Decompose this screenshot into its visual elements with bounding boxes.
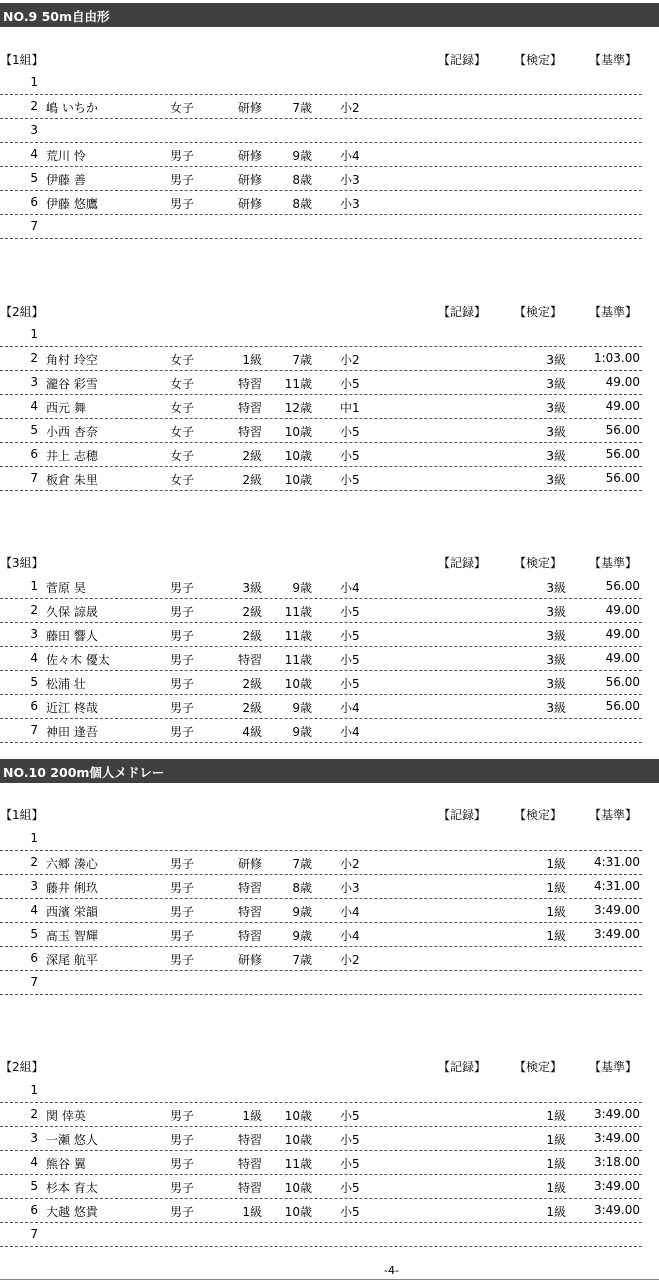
table-row (0, 1102, 642, 1127)
swimmer-sex: 男子 (170, 173, 195, 187)
swimmer-class: 特習 (237, 653, 262, 667)
swimmer-class: 特習 (237, 905, 262, 919)
swimmer-sex: 男子 (170, 701, 195, 715)
table-row (0, 898, 642, 923)
swimmer-sex: 男子 (170, 677, 195, 691)
swimmer-name: 深尾 航平 (46, 953, 98, 967)
kentei-value: 3級 (546, 425, 566, 439)
lane-number: 4 (30, 147, 38, 161)
lane-number: 2 (30, 603, 38, 617)
lane-number: 5 (30, 171, 38, 185)
swimmer-age: 11歳 (284, 629, 312, 643)
swimmer-grade: 小5 (340, 1181, 360, 1195)
lane-number: 3 (30, 375, 38, 389)
swimmer-class: 研修 (237, 149, 262, 163)
swimmer-name: 神田 逢吾 (46, 725, 98, 739)
group-label: 【3組】 (0, 556, 44, 570)
column-header-kentei: 【検定】 (514, 53, 563, 67)
swimmer-grade: 小5 (340, 629, 360, 643)
swimmer-class: 研修 (237, 101, 262, 115)
table-row (0, 598, 642, 623)
swimmer-name: 井上 志穂 (46, 449, 98, 463)
table-row (0, 670, 642, 695)
kentei-value: 3級 (546, 449, 566, 463)
table-row (0, 442, 642, 467)
swimmer-sex: 女子 (170, 353, 195, 367)
lane-number: 3 (30, 879, 38, 893)
table-row (0, 874, 642, 899)
lane-number: 6 (30, 699, 38, 713)
kijun-time: 3:49.00 (593, 903, 640, 917)
swimmer-age: 9歳 (292, 701, 312, 715)
kijun-time: 3:49.00 (593, 1179, 640, 1193)
swimmer-name: 嶋 いちか (46, 101, 98, 115)
event-title: NO.10 200m個人メドレー (3, 765, 165, 780)
lane-number: 6 (30, 447, 38, 461)
kijun-time: 3:49.00 (593, 1203, 640, 1217)
table-row (0, 214, 642, 239)
kentei-value: 3級 (546, 377, 566, 391)
swimmer-sex: 男子 (170, 953, 195, 967)
lane-number: 7 (30, 471, 38, 485)
swimmer-name: 松浦 壮 (46, 677, 86, 691)
swimmer-class: 特習 (237, 425, 262, 439)
swimmer-sex: 女子 (170, 473, 195, 487)
lane-number: 1 (30, 831, 38, 845)
swimmer-sex: 男子 (170, 1133, 195, 1147)
column-header-kentei: 【検定】 (514, 305, 563, 319)
kijun-time: 49.00 (605, 375, 640, 389)
swimmer-grade: 小5 (340, 1205, 360, 1219)
kijun-time: 49.00 (605, 627, 640, 641)
kentei-value: 3級 (546, 473, 566, 487)
swimmer-age: 10歳 (284, 1109, 312, 1123)
table-row (0, 922, 642, 947)
kentei-value: 1級 (546, 929, 566, 943)
swimmer-age: 9歳 (292, 905, 312, 919)
swimmer-age: 7歳 (292, 353, 312, 367)
swimmer-class: 特習 (237, 929, 262, 943)
column-header-record: 【記録】 (438, 1060, 487, 1074)
swimmer-sex: 女子 (170, 425, 195, 439)
swimmer-class: 2級 (242, 473, 262, 487)
lane-number: 3 (30, 627, 38, 641)
kentei-value: 1級 (546, 1109, 566, 1123)
kentei-value: 3級 (546, 701, 566, 715)
swimmer-grade: 小5 (340, 605, 360, 619)
lane-number: 7 (30, 219, 38, 233)
table-row (0, 718, 642, 743)
table-row (0, 1126, 642, 1151)
swimmer-class: 研修 (237, 953, 262, 967)
swimmer-grade: 小5 (340, 653, 360, 667)
swimmer-name: 小西 杏奈 (46, 425, 98, 439)
table-row (0, 826, 642, 851)
swimmer-class: 特習 (237, 1181, 262, 1195)
swimmer-name: 久保 諒晟 (46, 605, 98, 619)
swimmer-age: 11歳 (284, 377, 312, 391)
swimmer-sex: 男子 (170, 1205, 195, 1219)
swimmer-sex: 男子 (170, 197, 195, 211)
table-row (0, 622, 642, 647)
swimmer-class: 特習 (237, 401, 262, 415)
swimmer-age: 10歳 (284, 425, 312, 439)
group-label: 【1組】 (0, 808, 44, 822)
swimmer-class: 2級 (242, 449, 262, 463)
swimmer-age: 10歳 (284, 1181, 312, 1195)
swimmer-class: 3級 (242, 581, 262, 595)
swimmer-age: 11歳 (284, 653, 312, 667)
kijun-time: 4:31.00 (593, 879, 640, 893)
swimmer-sex: 男子 (170, 1109, 195, 1123)
swimmer-sex: 男子 (170, 881, 195, 895)
kijun-time: 56.00 (605, 579, 640, 593)
swimmer-age: 9歳 (292, 725, 312, 739)
swimmer-grade: 小2 (340, 101, 360, 115)
column-header-record: 【記録】 (438, 808, 487, 822)
table-row (0, 94, 642, 119)
kijun-time: 56.00 (605, 471, 640, 485)
swimmer-age: 10歳 (284, 473, 312, 487)
swimmer-name: 板倉 朱里 (46, 473, 98, 487)
swimmer-class: 2級 (242, 701, 262, 715)
swimmer-name: 藤井 俐玖 (46, 881, 98, 895)
swimmer-grade: 小4 (340, 149, 360, 163)
swimmer-name: 伊藤 悠鷹 (46, 197, 98, 211)
table-row (0, 1222, 642, 1247)
column-header-kijun: 【基準】 (589, 1060, 638, 1074)
swimmer-class: 1級 (242, 1205, 262, 1219)
kijun-time: 1:03.00 (593, 351, 640, 365)
swimmer-sex: 女子 (170, 449, 195, 463)
kijun-time: 56.00 (605, 447, 640, 461)
table-row (0, 142, 642, 167)
table-row (0, 70, 642, 95)
lane-number: 5 (30, 927, 38, 941)
swimmer-class: 4級 (242, 725, 262, 739)
swimmer-grade: 小2 (340, 953, 360, 967)
kijun-time: 49.00 (605, 603, 640, 617)
table-row (0, 946, 642, 971)
kijun-time: 56.00 (605, 699, 640, 713)
lane-number: 6 (30, 1203, 38, 1217)
swimmer-age: 10歳 (284, 1133, 312, 1147)
group-label: 【1組】 (0, 53, 44, 67)
column-header-kijun: 【基準】 (589, 808, 638, 822)
kijun-time: 4:31.00 (593, 855, 640, 869)
kijun-time: 56.00 (605, 423, 640, 437)
lane-number: 3 (30, 123, 38, 137)
swimmer-name: 杉本 育太 (46, 1181, 98, 1195)
kentei-value: 1級 (546, 905, 566, 919)
table-row (0, 346, 642, 371)
column-header-kentei: 【検定】 (514, 808, 563, 822)
swimmer-name: 瀧谷 彩雪 (46, 377, 98, 391)
lane-number: 5 (30, 1179, 38, 1193)
swimmer-grade: 小5 (340, 1109, 360, 1123)
swimmer-grade: 小4 (340, 725, 360, 739)
lane-number: 7 (30, 1227, 38, 1241)
table-row (0, 418, 642, 443)
swimmer-name: 一瀬 悠人 (46, 1133, 98, 1147)
kentei-value: 1級 (546, 1133, 566, 1147)
swimmer-name: 荒川 怜 (46, 149, 86, 163)
swimmer-sex: 男子 (170, 581, 195, 595)
swimmer-grade: 小5 (340, 449, 360, 463)
table-row (0, 190, 642, 215)
group-label: 【2組】 (0, 305, 44, 319)
kentei-value: 1級 (546, 857, 566, 871)
swimmer-name: 菅原 昊 (46, 581, 86, 595)
column-header-kijun: 【基準】 (589, 305, 638, 319)
swimmer-age: 11歳 (284, 1157, 312, 1171)
swimmer-grade: 小4 (340, 905, 360, 919)
table-row (0, 1150, 642, 1175)
lane-number: 5 (30, 675, 38, 689)
column-header-record: 【記録】 (438, 53, 487, 67)
lane-number: 1 (30, 579, 38, 593)
table-row (0, 394, 642, 419)
table-row (0, 1078, 642, 1103)
swimmer-grade: 小3 (340, 881, 360, 895)
swimmer-class: 2級 (242, 629, 262, 643)
table-row (0, 646, 642, 671)
swimmer-sex: 男子 (170, 929, 195, 943)
swimmer-age: 11歳 (284, 605, 312, 619)
swimmer-sex: 男子 (170, 1181, 195, 1195)
table-row (0, 1198, 642, 1223)
swimmer-age: 9歳 (292, 581, 312, 595)
lane-number: 7 (30, 723, 38, 737)
lane-number: 2 (30, 99, 38, 113)
table-row (0, 970, 642, 995)
swimmer-class: 1級 (242, 353, 262, 367)
swimmer-grade: 小4 (340, 581, 360, 595)
swimmer-sex: 男子 (170, 629, 195, 643)
lane-number: 7 (30, 975, 38, 989)
table-row (0, 118, 642, 143)
swimmer-name: 角村 玲空 (46, 353, 98, 367)
swimmer-sex: 女子 (170, 377, 195, 391)
swimmer-grade: 中1 (340, 401, 360, 415)
swimmer-class: 特習 (237, 377, 262, 391)
kijun-time: 3:49.00 (593, 1107, 640, 1121)
lane-number: 4 (30, 1155, 38, 1169)
swimmer-class: 研修 (237, 857, 262, 871)
swimmer-age: 9歳 (292, 149, 312, 163)
kijun-time: 56.00 (605, 675, 640, 689)
lane-number: 2 (30, 855, 38, 869)
swimmer-grade: 小3 (340, 173, 360, 187)
swimmer-name: 近江 柊哉 (46, 701, 98, 715)
swimmer-sex: 女子 (170, 101, 195, 115)
column-header-kentei: 【検定】 (514, 556, 563, 570)
swimmer-age: 7歳 (292, 101, 312, 115)
swimmer-grade: 小5 (340, 425, 360, 439)
swimmer-grade: 小3 (340, 197, 360, 211)
swimmer-class: 2級 (242, 605, 262, 619)
swimmer-age: 12歳 (284, 401, 312, 415)
swimmer-grade: 小5 (340, 377, 360, 391)
swimmer-name: 六郷 湊心 (46, 857, 98, 871)
swimmer-age: 10歳 (284, 1205, 312, 1219)
swimmer-age: 8歳 (292, 173, 312, 187)
swimmer-name: 関 倖英 (46, 1109, 86, 1123)
swimmer-name: 佐々木 優太 (46, 653, 110, 667)
swimmer-age: 8歳 (292, 197, 312, 211)
swimmer-age: 7歳 (292, 953, 312, 967)
swimmer-sex: 男子 (170, 1157, 195, 1171)
swimmer-class: 研修 (237, 173, 262, 187)
lane-number: 6 (30, 951, 38, 965)
column-header-kentei: 【検定】 (514, 1060, 563, 1074)
kentei-value: 3級 (546, 629, 566, 643)
swimmer-name: 髙玉 智輝 (46, 929, 98, 943)
table-row (0, 370, 642, 395)
swimmer-class: 特習 (237, 1133, 262, 1147)
lane-number: 4 (30, 651, 38, 665)
swimmer-class: 2級 (242, 677, 262, 691)
kentei-value: 3級 (546, 653, 566, 667)
event-header-no10 (0, 759, 659, 783)
swimmer-grade: 小4 (340, 701, 360, 715)
column-header-record: 【記録】 (438, 305, 487, 319)
swimmer-age: 10歳 (284, 677, 312, 691)
lane-number: 1 (30, 1083, 38, 1097)
column-header-record: 【記録】 (438, 556, 487, 570)
lane-number: 1 (30, 327, 38, 341)
swimmer-name: 熊谷 翼 (46, 1157, 86, 1171)
kentei-value: 3級 (546, 581, 566, 595)
lane-number: 4 (30, 399, 38, 413)
kentei-value: 1級 (546, 881, 566, 895)
swimmer-sex: 男子 (170, 857, 195, 871)
kentei-value: 3級 (546, 605, 566, 619)
lane-number: 2 (30, 351, 38, 365)
lane-number: 4 (30, 903, 38, 917)
swimmer-sex: 男子 (170, 653, 195, 667)
table-row (0, 574, 642, 599)
swimmer-sex: 男子 (170, 605, 195, 619)
table-row (0, 322, 642, 347)
lane-number: 6 (30, 195, 38, 209)
lane-number: 2 (30, 1107, 38, 1121)
swimmer-age: 7歳 (292, 857, 312, 871)
footer-divider (0, 1279, 659, 1280)
kijun-time: 49.00 (605, 399, 640, 413)
table-row (0, 850, 642, 875)
swimmer-grade: 小5 (340, 473, 360, 487)
swimmer-name: 西濱 栄韻 (46, 905, 98, 919)
table-row (0, 166, 642, 191)
swimmer-grade: 小5 (340, 1133, 360, 1147)
table-row (0, 466, 642, 491)
kentei-value: 3級 (546, 677, 566, 691)
swimmer-name: 西元 舞 (46, 401, 86, 415)
column-header-kijun: 【基準】 (589, 53, 638, 67)
swimmer-name: 伊藤 善 (46, 173, 86, 187)
swimmer-class: 研修 (237, 197, 262, 211)
swimmer-grade: 小4 (340, 929, 360, 943)
kentei-value: 1級 (546, 1181, 566, 1195)
swimmer-sex: 男子 (170, 905, 195, 919)
lane-number: 5 (30, 423, 38, 437)
kijun-time: 3:18.00 (593, 1155, 640, 1169)
group-label: 【2組】 (0, 1060, 44, 1074)
kijun-time: 3:49.00 (593, 927, 640, 941)
swimmer-sex: 男子 (170, 725, 195, 739)
kentei-value: 3級 (546, 401, 566, 415)
kijun-time: 49.00 (605, 651, 640, 665)
event-header-no9 (0, 3, 659, 27)
event-title: NO.9 50m自由形 (3, 9, 110, 24)
swimmer-class: 特習 (237, 1157, 262, 1171)
page-number: -4- (384, 1264, 399, 1277)
swimmer-sex: 女子 (170, 401, 195, 415)
lane-number: 3 (30, 1131, 38, 1145)
lane-number: 1 (30, 75, 38, 89)
table-row (0, 1174, 642, 1199)
swimmer-grade: 小2 (340, 353, 360, 367)
swimmer-grade: 小5 (340, 1157, 360, 1171)
swimmer-age: 10歳 (284, 449, 312, 463)
column-header-kijun: 【基準】 (589, 556, 638, 570)
swimmer-class: 特習 (237, 881, 262, 895)
swimmer-sex: 男子 (170, 149, 195, 163)
kentei-value: 3級 (546, 353, 566, 367)
kentei-value: 1級 (546, 1205, 566, 1219)
swimmer-age: 8歳 (292, 881, 312, 895)
kijun-time: 3:49.00 (593, 1131, 640, 1145)
swimmer-name: 大越 悠貴 (46, 1205, 98, 1219)
swimmer-grade: 小2 (340, 857, 360, 871)
swimmer-age: 9歳 (292, 929, 312, 943)
swimmer-grade: 小5 (340, 677, 360, 691)
swimmer-name: 藤田 響人 (46, 629, 98, 643)
swimmer-class: 1級 (242, 1109, 262, 1123)
kentei-value: 1級 (546, 1157, 566, 1171)
table-row (0, 694, 642, 719)
